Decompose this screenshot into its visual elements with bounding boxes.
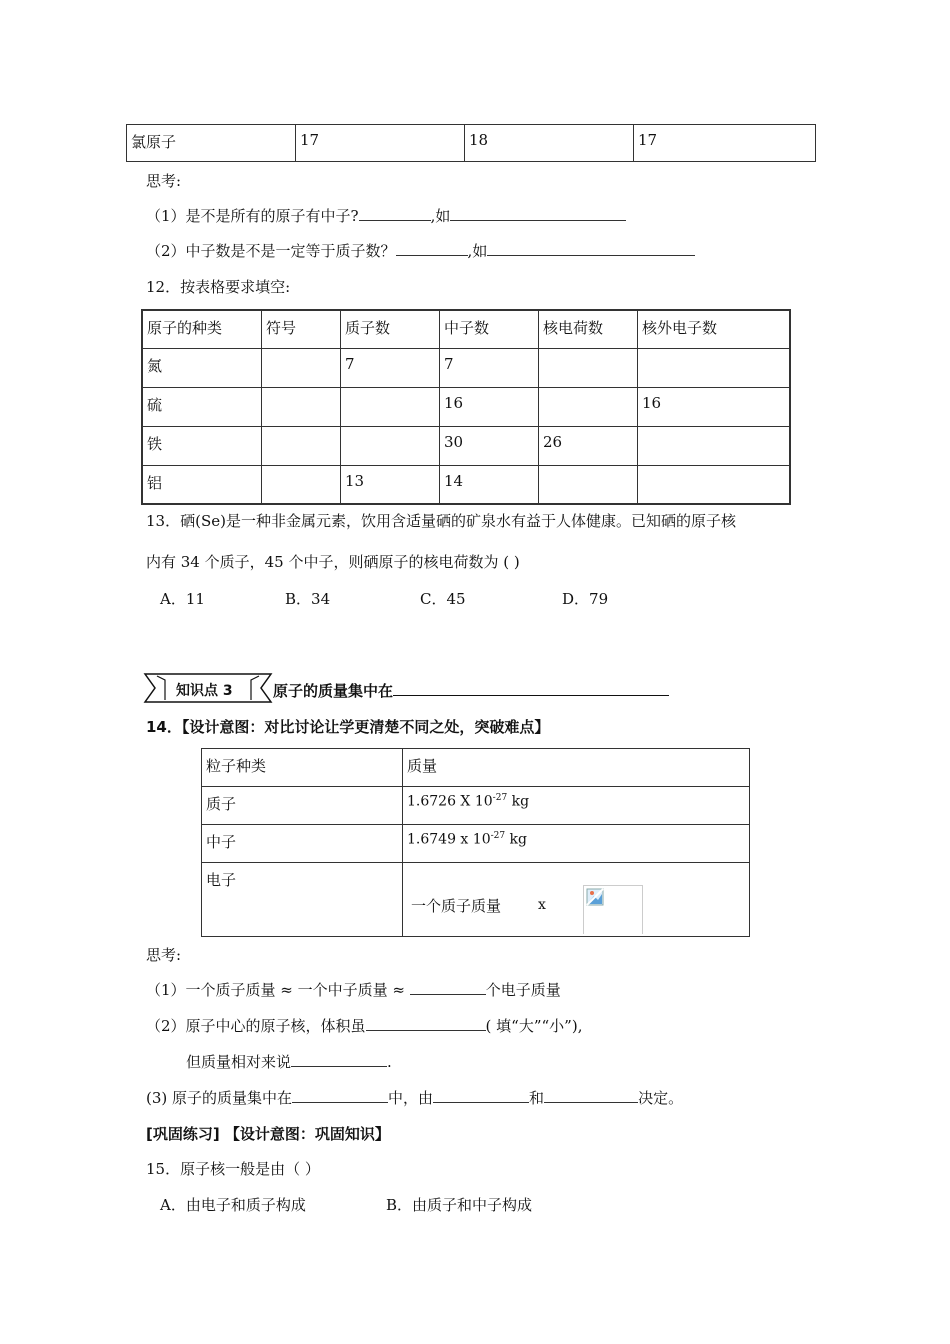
cell	[262, 387, 341, 426]
chlorine-table	[126, 124, 816, 162]
cell	[539, 387, 638, 426]
header-cell: 质子数	[341, 310, 440, 348]
cell	[341, 426, 440, 465]
kp3-title: 原子的质量集中在	[273, 680, 669, 701]
cell: 铝	[142, 465, 262, 504]
think2-q3: (3) 原子的质量集中在 中，由 和 决定。	[146, 1089, 684, 1107]
table-row	[202, 825, 750, 863]
cell: 30	[440, 426, 539, 465]
cell	[262, 348, 341, 387]
q13-line2: 内有 34 个质子，45 个中子，则硒原子的核电荷数为 ( )	[146, 553, 520, 571]
q12-title: 12．按表格要求填空:	[146, 278, 291, 296]
think2-q2-cont: 但质量相对来说 .	[186, 1053, 392, 1071]
cell: 硫	[142, 387, 262, 426]
cell	[262, 465, 341, 504]
cell: 16	[638, 387, 791, 426]
cell	[341, 387, 440, 426]
q14-title: 14．【设计意图：对比讨论让学更清楚不同之处，突破难点】	[146, 718, 550, 736]
cell	[539, 465, 638, 504]
cell: 17	[296, 125, 465, 162]
cell: 13	[341, 465, 440, 504]
cell: 14	[440, 465, 539, 504]
q12-table	[141, 309, 791, 505]
cell: 18	[465, 125, 634, 162]
cell: 铁	[142, 426, 262, 465]
think2-q2: （2）原子中心的原子核，体积虽 ( 填“大”“小”),	[146, 1017, 583, 1035]
think-label: 思考:	[146, 172, 182, 190]
think2-label: 思考:	[146, 946, 182, 964]
table-row	[202, 787, 750, 825]
cell: 1.6726 X $10^{-27}$ kg	[403, 787, 750, 825]
cell: 1.6749 x $10^{-27}$ kg	[403, 825, 750, 863]
cell: 17	[634, 125, 816, 162]
cell: 一个质子质量 x	[403, 863, 750, 937]
cell: 氯原子	[127, 125, 296, 162]
table-row	[142, 426, 790, 465]
think-q1: （1）是不是所有的原子有中子? ,如	[146, 205, 626, 226]
q13-line1: 13．硒(Se)是一种非金属元素，饮用含适量硒的矿泉水有益于人体健康。已知硒的原子核	[146, 512, 736, 530]
cell: 16	[440, 387, 539, 426]
header-cell: 原子的种类	[142, 310, 262, 348]
table-row	[202, 863, 750, 937]
cell: 氮	[142, 348, 262, 387]
cell: 电子	[202, 863, 403, 937]
header-cell: 核外电子数	[638, 310, 791, 348]
broken-image-icon	[583, 885, 643, 934]
header-cell: 粒子种类	[202, 749, 403, 787]
q13-option-c: C．45	[420, 590, 466, 608]
table-row	[142, 348, 790, 387]
practice-heading: [巩固练习] 【设计意图：巩固知识】	[146, 1125, 390, 1143]
cell	[638, 465, 791, 504]
cell	[539, 348, 638, 387]
cell	[638, 348, 791, 387]
cell: 7	[440, 348, 539, 387]
q13-option-a: A．11	[160, 590, 205, 608]
header-cell: 质量	[403, 749, 750, 787]
cell: 中子	[202, 825, 403, 863]
cell: 7	[341, 348, 440, 387]
q13-option-d: D．79	[562, 590, 609, 608]
cell	[262, 426, 341, 465]
think2-q1: （1）一个质子质量 ≈ 一个中子质量 ≈ 个电子质量	[146, 981, 561, 999]
mass-table	[201, 748, 750, 937]
header-cell: 核电荷数	[539, 310, 638, 348]
cell: 26	[539, 426, 638, 465]
q15-option-b: B．由质子和中子构成	[386, 1196, 533, 1214]
kp3-badge: 知识点 3	[176, 683, 233, 699]
q15-option-a: A．由电子和质子构成	[160, 1196, 306, 1214]
header-cell: 符号	[262, 310, 341, 348]
table-row	[142, 387, 790, 426]
think-q2: （2）中子数是不是一定等于质子数？ ,如	[146, 240, 695, 261]
cell	[638, 426, 791, 465]
cell: 质子	[202, 787, 403, 825]
table-row	[142, 465, 790, 504]
header-cell: 中子数	[440, 310, 539, 348]
q15: 15．原子核一般是由（ ）	[146, 1160, 320, 1178]
q13-option-b: B．34	[285, 590, 331, 608]
